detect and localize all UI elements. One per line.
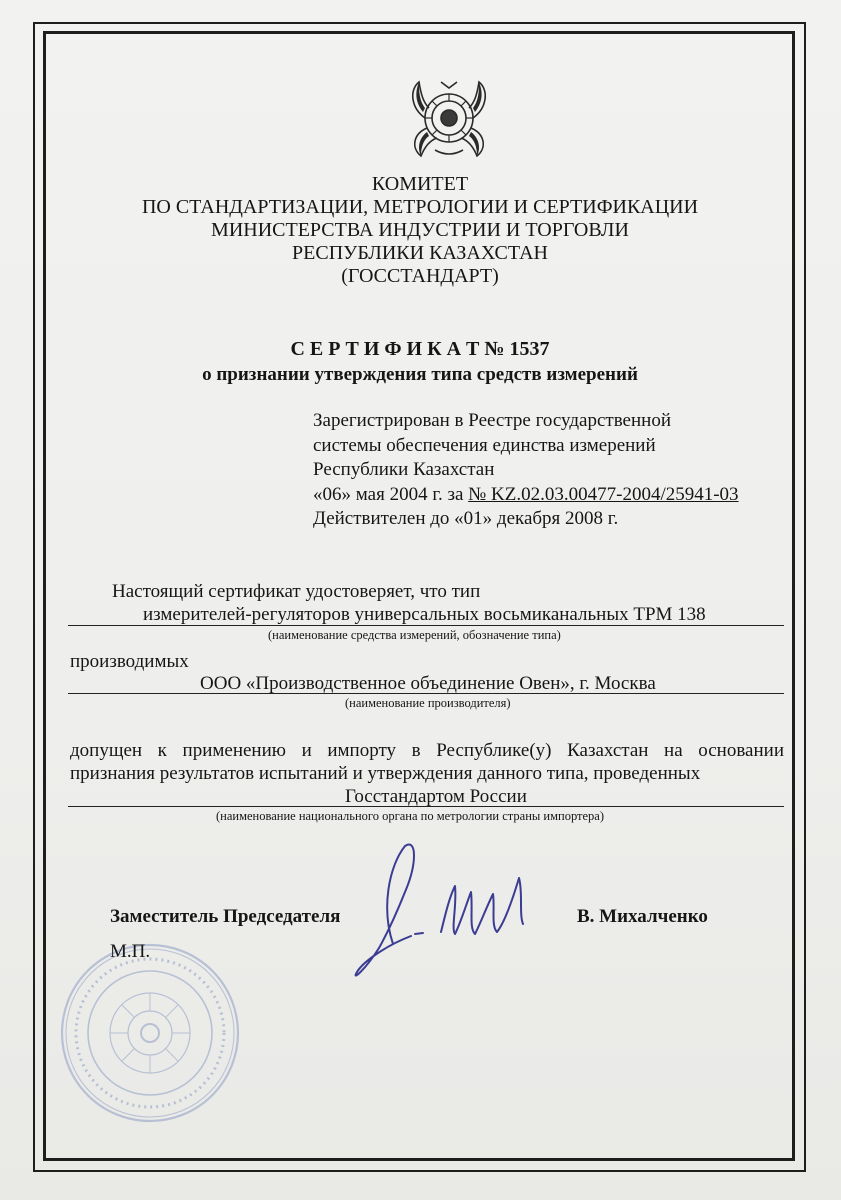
registration-line-2: системы обеспечения единства измерений (313, 435, 656, 456)
produced-label: производимых (70, 651, 189, 672)
registration-line-3: Республики Казахстан (313, 459, 495, 480)
admission-line-1: допущен к применению и импорту в Республике(у) Казахстан на основании (70, 740, 784, 761)
validity-line: Действителен до «01» декабря 2008 г. (313, 508, 619, 529)
admission-line-2: признания результатов испытаний и утверждения данного типа, проведенных (70, 763, 701, 784)
certificate-title: С Е Р Т И Ф И К А Т № 1537 (290, 338, 550, 360)
committee-line-2: ПО СТАНДАРТИЗАЦИИ, МЕТРОЛОГИИ И СЕРТИФИКАЦИИ (141, 196, 699, 218)
registration-number: № KZ.02.03.00477-2004/25941-03 (468, 484, 739, 505)
committee-line-4: РЕСПУБЛИКИ КАЗАХСТАН (292, 242, 548, 264)
authority-underline (68, 806, 784, 807)
state-emblem-icon (405, 78, 493, 160)
manufacturer-underline (68, 693, 784, 694)
registration-date: «06» мая 2004 г. за (313, 484, 469, 505)
handwritten-signature-icon (345, 836, 545, 996)
manufacturer-name: ООО «Производственное объединение Овен», г. Москва (200, 673, 656, 694)
registration-line-1: Зарегистрирован в Реестре государственной (313, 410, 671, 431)
committee-line-1: КОМИТЕТ (371, 173, 469, 195)
authority-caption: (наименование национального органа по метрологии страны импортера) (216, 809, 605, 823)
manufacturer-caption: (наименование производителя) (345, 696, 511, 710)
authority-name: Госстандартом России (345, 786, 527, 807)
instrument-caption: (наименование средства измерений, обозначение типа) (268, 628, 561, 642)
seal-place-label: М.П. (110, 941, 151, 962)
signatory-name: В. Михалченко (577, 906, 708, 927)
registration-date-line (313, 483, 739, 506)
instrument-underline (68, 625, 784, 626)
official-stamp-icon (55, 938, 245, 1128)
certificate-subtitle: о признании утверждения типа средств измерений (202, 364, 638, 385)
committee-line-3: МИНИСТЕРСТВА ИНДУСТРИИ И ТОРГОВЛИ (211, 219, 629, 241)
committee-line-5: (ГОССТАНДАРТ) (341, 265, 499, 287)
instrument-type: измерителей-регуляторов универсальных восьмиканальных ТРМ 138 (143, 604, 706, 625)
intro-text: Настоящий сертификат удостоверяет, что тип (112, 581, 481, 602)
signatory-position: Заместитель Председателя (110, 906, 341, 927)
